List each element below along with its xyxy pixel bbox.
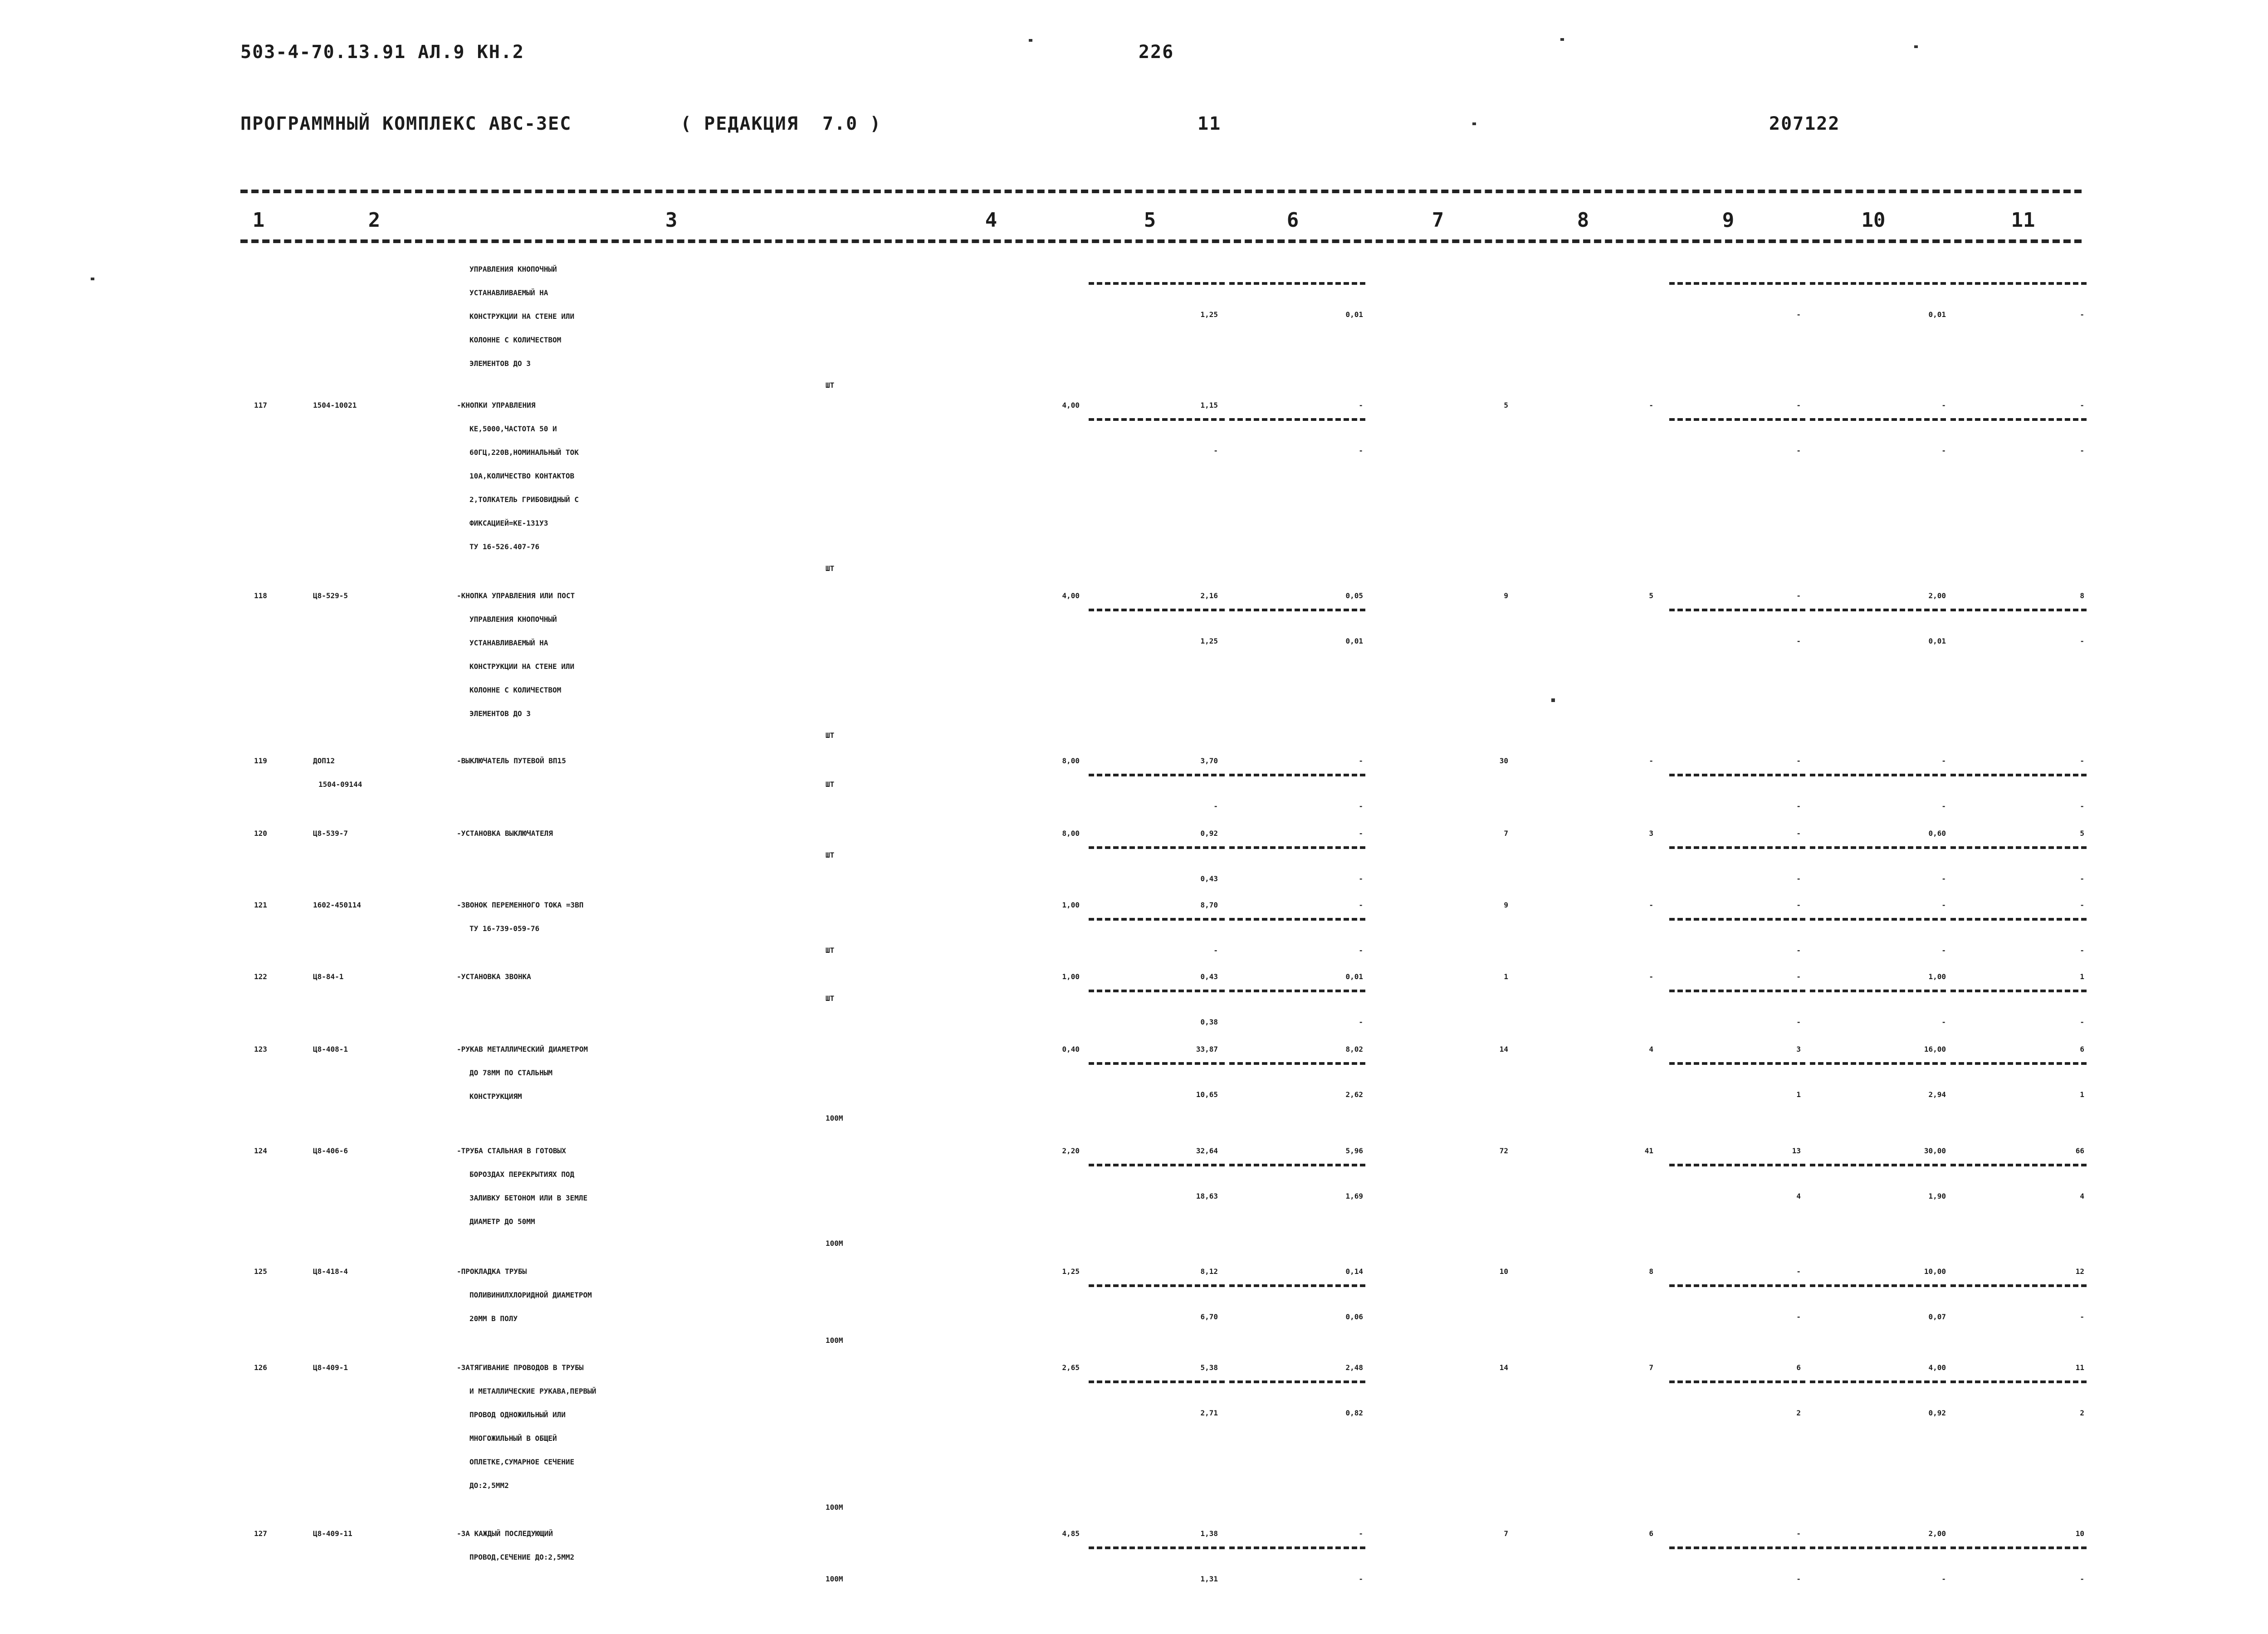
item-number: 126 — [254, 1363, 267, 1372]
cell-separator — [1229, 990, 1365, 992]
cell-c6-bottom: 1,69 — [1345, 1192, 1363, 1200]
cell-c5-bottom: - — [1213, 802, 1218, 810]
cell-c9-top: 3 — [1796, 1045, 1801, 1054]
cell-col8: 8 — [1649, 1267, 1653, 1276]
cell-separator — [1089, 1380, 1225, 1383]
item-description-line: УСТАНАВЛИВАЕМЫЙ НА — [469, 639, 548, 647]
item-description-line: КЕ,5000,ЧАСТОТА 50 И — [469, 424, 557, 433]
cell-c11-top: 5 — [2080, 829, 2084, 838]
cell-col8: - — [1649, 972, 1653, 981]
cell-col7: 5 — [1504, 401, 1508, 410]
cell-c6-top: - — [1359, 829, 1363, 838]
cell-c10-bottom: - — [1941, 874, 1946, 883]
cell-separator — [1089, 1284, 1225, 1287]
item-description-line: И МЕТАЛЛИЧЕСКИЕ РУКАВА,ПЕРВЫЙ — [469, 1387, 596, 1395]
item-code: Ц8-409-11 — [313, 1529, 352, 1538]
item-description-line: -КНОПКИ УПРАВЛЕНИЯ — [457, 401, 536, 410]
item-description-line: ТУ 16-526.407-76 — [469, 542, 540, 551]
item-number: 117 — [254, 401, 267, 410]
cell-col4: 4,00 — [1062, 591, 1080, 600]
cell-c5-bottom: 0,38 — [1200, 1018, 1218, 1026]
cell-c9-bottom: - — [1796, 874, 1801, 883]
item-description-line: ДО:2,5ММ2 — [469, 1481, 509, 1490]
item-description-line: КОЛОННЕ С КОЛИЧЕСТВОМ — [469, 686, 562, 694]
cell-separator — [1089, 990, 1225, 992]
cell-c5-top: 8,70 — [1200, 901, 1218, 909]
cell-c9-top: - — [1796, 756, 1801, 765]
item-code: Ц8-408-1 — [313, 1045, 348, 1054]
cell-c11-bottom: - — [2080, 446, 2084, 455]
cell-c6-top: 0,05 — [1345, 591, 1363, 600]
cell-separator — [1089, 1164, 1225, 1166]
cell-separator — [1810, 609, 1946, 611]
cell-col8: 3 — [1649, 829, 1653, 838]
cell-c11-top: 12 — [2075, 1267, 2084, 1276]
page-number: 226 — [1139, 42, 1174, 63]
item-code: 1602-450114 — [313, 901, 361, 909]
cell-separator — [1089, 846, 1225, 849]
item-description-line: 60ГЦ,220В,НОМИНАЛЬНЫЙ ТОК — [469, 448, 579, 457]
cell-c9-bottom: - — [1796, 446, 1801, 455]
cell-separator — [1229, 1062, 1365, 1065]
cell-c11-top: 1 — [2080, 972, 2084, 981]
cell-separator — [1669, 1062, 1805, 1065]
cell-col8: 7 — [1649, 1363, 1653, 1372]
cell-c5-top: 2,16 — [1200, 591, 1218, 600]
cell-c10-bottom: 0,07 — [1928, 1312, 1946, 1321]
item-number: 118 — [254, 591, 267, 600]
cell-c5-bottom: 1,31 — [1200, 1575, 1218, 1583]
cell-c11-bottom: - — [2080, 946, 2084, 955]
cell-c6-bottom: 0,01 — [1345, 310, 1363, 319]
cell-c11-top: - — [2080, 901, 2084, 909]
cell-col7: 7 — [1504, 1529, 1508, 1538]
cell-c5-top: 32,64 — [1196, 1146, 1218, 1155]
cell-c11-bottom: 1 — [2080, 1090, 2084, 1099]
cell-col8: 6 — [1649, 1529, 1653, 1538]
item-code: Ц8-418-4 — [313, 1267, 348, 1276]
cell-c9-bottom: 2 — [1796, 1409, 1801, 1417]
item-description-line: -ЗА КАЖДЫЙ ПОСЛЕДУЮЩИЙ — [457, 1529, 553, 1538]
item-unit: 100М — [826, 1239, 843, 1248]
cell-separator — [1669, 1164, 1805, 1166]
cell-c9-bottom: - — [1796, 310, 1801, 319]
item-description-line: -УСТАНОВКА ЗВОНКА — [457, 972, 531, 981]
cell-separator — [1669, 418, 1805, 421]
cell-c11-top: 10 — [2075, 1529, 2084, 1538]
item-unit: ШТ — [826, 564, 835, 573]
cell-c9-bottom: 4 — [1796, 1192, 1801, 1200]
cell-c10-top: 10,00 — [1924, 1267, 1946, 1276]
cell-c5-top: 8,12 — [1200, 1267, 1218, 1276]
cell-c6-top: 0,14 — [1345, 1267, 1363, 1276]
item-description-line: КОНСТРУКЦИИ НА СТЕНЕ ИЛИ — [469, 312, 575, 321]
cell-c11-bottom: 4 — [2080, 1192, 2084, 1200]
cell-separator — [1229, 609, 1365, 611]
cell-separator — [1950, 1164, 2087, 1166]
cell-separator — [1229, 918, 1365, 921]
cell-c9-bottom: 1 — [1796, 1090, 1801, 1099]
cell-c11-bottom: 2 — [2080, 1409, 2084, 1417]
cell-c5-bottom: 2,71 — [1200, 1409, 1218, 1417]
item-description-line: -ЗВОНОК ПЕРЕМЕННОГО ТОКА =ЗВП — [457, 901, 584, 909]
cell-col4: 2,65 — [1062, 1363, 1080, 1372]
item-number: 127 — [254, 1529, 267, 1538]
item-description-line: КОЛОННЕ С КОЛИЧЕСТВОМ — [469, 336, 562, 344]
cell-col4: 2,20 — [1062, 1146, 1080, 1155]
cell-c9-top: 6 — [1796, 1363, 1801, 1372]
cell-col7: 10 — [1499, 1267, 1508, 1276]
cell-c6-top: 8,02 — [1345, 1045, 1363, 1054]
item-description-line: УПРАВЛЕНИЯ КНОПОЧНЫЙ — [469, 615, 557, 624]
cell-c6-bottom: - — [1359, 802, 1363, 810]
cell-c9-bottom: - — [1796, 1312, 1801, 1321]
cell-c9-top: - — [1796, 1529, 1801, 1538]
scan-speck — [1551, 698, 1555, 702]
item-description-line: 10А,КОЛИЧЕСТВО КОНТАКТОВ — [469, 472, 575, 480]
cell-col8: - — [1649, 756, 1653, 765]
item-number: 123 — [254, 1045, 267, 1054]
item-description-line: ПОЛИВИНИЛХЛОРИДНОЙ ДИАМЕТРОМ — [469, 1291, 592, 1299]
cell-separator — [1229, 1380, 1365, 1383]
cell-c11-top: - — [2080, 401, 2084, 410]
item-description-line: 20ММ В ПОЛУ — [469, 1314, 518, 1323]
cell-c5-top: 0,43 — [1200, 972, 1218, 981]
cell-c10-top: 30,00 — [1924, 1146, 1946, 1155]
item-description-line: КОНСТРУКЦИИ НА СТЕНЕ ИЛИ — [469, 662, 575, 671]
cell-c5-top: 0,92 — [1200, 829, 1218, 838]
item-number: 124 — [254, 1146, 267, 1155]
cell-col8: - — [1649, 901, 1653, 909]
cell-separator — [1229, 846, 1365, 849]
cell-separator — [1810, 846, 1946, 849]
cell-separator — [1810, 1546, 1946, 1549]
cell-c6-bottom: - — [1359, 874, 1363, 883]
cell-separator — [1089, 418, 1225, 421]
item-code: Ц8-84-1 — [313, 972, 344, 981]
cell-separator — [1669, 774, 1805, 776]
cell-separator — [1669, 1380, 1805, 1383]
cell-c6-top: - — [1359, 901, 1363, 909]
item-description-line: ЗАЛИВКУ БЕТОНОМ ИЛИ В ЗЕМЛЕ — [469, 1194, 588, 1202]
cell-c11-top: 6 — [2080, 1045, 2084, 1054]
item-unit: ШТ — [826, 994, 835, 1003]
cell-separator — [1229, 1164, 1365, 1166]
item-description-line: -УСТАНОВКА ВЫКЛЮЧАТЕЛЯ — [457, 829, 553, 838]
cell-c6-top: - — [1359, 401, 1363, 410]
item-number: 119 — [254, 756, 267, 765]
document-code: 503-4-70.13.91 АЛ.9 КН.2 — [240, 42, 524, 63]
item-unit: 100М — [826, 1503, 843, 1512]
cell-col7: 1 — [1504, 972, 1508, 981]
cell-c6-bottom: - — [1359, 1575, 1363, 1583]
item-description-line: УПРАВЛЕНИЯ КНОПОЧНЫЙ — [469, 265, 557, 273]
cell-c10-bottom: 0,92 — [1928, 1409, 1946, 1417]
cell-separator — [1669, 846, 1805, 849]
cell-c10-top: - — [1941, 756, 1946, 765]
cell-c6-bottom: - — [1359, 1018, 1363, 1026]
cell-c9-bottom: - — [1796, 637, 1801, 645]
cell-c9-top: - — [1796, 829, 1801, 838]
item-description-line: БОРОЗДАХ ПЕРЕКРЫТИЯХ ПОД — [469, 1170, 575, 1179]
cell-c10-top: 1,00 — [1928, 972, 1946, 981]
cell-c10-bottom: 0,01 — [1928, 310, 1946, 319]
item-unit: ШТ — [826, 851, 835, 859]
cell-c5-top: 5,38 — [1200, 1363, 1218, 1372]
cell-c5-bottom: - — [1213, 446, 1218, 455]
cell-c10-top: 2,00 — [1928, 591, 1946, 600]
cell-col4: 0,40 — [1062, 1045, 1080, 1054]
item-description-line: ПРОВОД,СЕЧЕНИЕ ДО:2,5ММ2 — [469, 1553, 575, 1561]
program-name: ПРОГРАММНЫЙ КОМПЛЕКС АВС-3ЕС — [240, 113, 572, 134]
cell-c5-bottom: - — [1213, 946, 1218, 955]
cell-c11-bottom: - — [2080, 1312, 2084, 1321]
cell-separator — [1669, 1546, 1805, 1549]
item-description-line: ДО 78ММ ПО СТАЛЬНЫМ — [469, 1068, 553, 1077]
cell-c9-top: - — [1796, 401, 1801, 410]
item-description-line: ОПЛЕТКЕ,СУМАРНОЕ СЕЧЕНИЕ — [469, 1458, 575, 1466]
cell-c6-bottom: 2,62 — [1345, 1090, 1363, 1099]
cell-col8: 4 — [1649, 1045, 1653, 1054]
cell-c9-top: 13 — [1792, 1146, 1801, 1155]
cell-c10-bottom: - — [1941, 1575, 1946, 1583]
cell-c10-bottom: - — [1941, 802, 1946, 810]
cell-c10-bottom: 0,01 — [1928, 637, 1946, 645]
cell-c10-top: 16,00 — [1924, 1045, 1946, 1054]
item-description-line: КОНСТРУКЦИЯМ — [469, 1092, 522, 1101]
cell-col4: 8,00 — [1062, 829, 1080, 838]
cell-col7: 30 — [1499, 756, 1508, 765]
cell-c5-top: 33,87 — [1196, 1045, 1218, 1054]
item-number: 121 — [254, 901, 267, 909]
item-description-line: УСТАНАВЛИВАЕМЫЙ НА — [469, 288, 548, 297]
cell-c6-bottom: - — [1359, 946, 1363, 955]
cell-c6-bottom: 0,06 — [1345, 1312, 1363, 1321]
cell-c5-bottom: 10,65 — [1196, 1090, 1218, 1099]
cell-c11-top: - — [2080, 756, 2084, 765]
item-unit: 100М — [826, 1336, 843, 1345]
cell-separator — [1950, 846, 2087, 849]
cell-separator — [1089, 1546, 1225, 1549]
cell-separator — [1950, 918, 2087, 921]
cell-c10-bottom: 1,90 — [1928, 1192, 1946, 1200]
cell-c9-bottom: - — [1796, 1575, 1801, 1583]
cell-c11-top: 11 — [2075, 1363, 2084, 1372]
item-code: Ц8-409-1 — [313, 1363, 348, 1372]
cell-c5-bottom: 1,25 — [1200, 310, 1218, 319]
scan-speck — [91, 278, 94, 280]
cell-c10-bottom: - — [1941, 946, 1946, 955]
cell-separator — [1810, 418, 1946, 421]
item-description-line: -КНОПКА УПРАВЛЕНИЯ ИЛИ ПОСТ — [457, 591, 575, 600]
document-page: 503-4-70.13.91 АЛ.9 КН.2 226 ПРОГРАММНЫЙ КОМПЛЕКС АВС-3ЕС ( РЕДАКЦИЯ 7.0 ) 11 207122 1 2 3 4 5 6 7 8 9 10 11 УПРАВЛЕНИЯ КНОПОЧНЫЙ УСТАНАВЛИВАЕМЫЙ НА КОНСТРУКЦИИ НА СТЕНЕ ИЛИ КОЛОННЕ С КОЛИЧЕСТВОМ ЭЛЕМЕНТОВ ДО 3 ШТ 1,25 0,01 - 0,01 - 117 1504-10021 -КНОПКИ УПРАВЛЕНИЯ КЕ,5000,ЧАСТОТА 50 И 60ГЦ,220В,НОМИНАЛЬНЫЙ ТОК 10А,КОЛИЧЕСТВО КОНТАКТОВ 2,ТОЛКАТЕЛЬ ГРИБОВИДНЫЙ С ФИКСАЦИЕЙ=КЕ-131У3 ТУ 16-526.407-76 ШТ 4,00 1,15 - - - - - - - - - 5 - 118 Ц8-529-5 -КНОПКА УПРАВЛЕНИЯ ИЛИ ПОСТ УПРАВЛЕНИЯ КНОПОЧНЫЙ УСТАНАВЛИВАЕМЫЙ НА КОНСТРУКЦИИ НА СТЕНЕ ИЛИ КОЛОННЕ С КОЛИЧЕСТВОМ ЭЛЕМЕНТОВ ДО 3 ШТ 4,00 2,16 1,25 0,05 0,01 - - 2,00 0,01 8 - 9 5 119 ДОП12 1504-09144 -ВЫКЛЮЧАТЕЛЬ ПУТЕВОЙ ВП15 ШТ 8,00 3,70 - - - - - - - - - 30 - 120 Ц8-539-7 -УСТАНОВКА ВЫКЛЮЧАТЕЛЯ ШТ 8,00 0,92 0,43 - - - - 0,60 - 5 - 7 3 121 1602-450114 -ЗВОНОК ПЕРЕМЕННОГО ТОКА =ЗВП ТУ 16-739-059-76 ШТ 1,00 8,70 - - - - - - - - - 9 - 122 Ц8-84-1 -УСТАНОВКА ЗВОНКА ШТ 1,00 0,43 0,38 0,01 - - - 1,00 - 1 - 1 - 123 Ц8-408-1 -РУКАВ МЕТАЛЛИЧЕСКИЙ ДИАМЕТРОМ ДО 78ММ ПО СТАЛЬНЫМ КОНСТРУКЦИЯМ 100М 0,40 33,87 10,65 8,02 2,62 3 1 16,00 2,94 6 1 14 4 124 Ц8-406-6 -ТРУБА СТАЛЬНАЯ В ГОТОВЫХ БОРОЗДАХ ПЕРЕКРЫТИЯХ ПОД ЗАЛИВКУ БЕТОНОМ ИЛИ В ЗЕМЛЕ ДИАМЕТР ДО 50ММ 100М 2,20 32,64 18,63 5,96 1,69 13 4 30,00 1,90 66 4 72 41 125 Ц8-418-4 -ПРОКЛАДКА ТРУБЫ ПОЛИВИНИЛХЛОРИДНОЙ ДИАМЕТРОМ 20ММ В ПОЛУ 100М 1,25 8,12 6,70 0,14 0,06 - - 10,00 0,07 12 - 10 8 126 Ц8-409-1 -ЗАТЯГИВАНИЕ ПРОВОДОВ В ТРУБЫ И МЕТАЛЛИЧЕСКИЕ РУКАВА,ПЕРВЫЙ ПРОВОД ОДНОЖИЛЬНЫЙ ИЛИ МНОГОЖИЛЬНЫЙ В ОБЩЕЙ ОПЛЕТКЕ,СУМАРНОЕ СЕЧЕНИЕ ДО:2,5ММ2 100М 2,65 5,38 2,71 2,48 0,82 6 2 4,00 0,92 11 2 14 7 127 Ц8-409-11 -ЗА КАЖДЫЙ ПОСЛЕДУЮЩИЙ ПРОВОД,СЕЧЕНИЕ ДО:2,5ММ2 100М 4,85 1,38 1,31 - - - - 2,00 - 10 - 7 6 — [0, 0, 2268, 1634]
item-unit: ШТ — [826, 946, 835, 955]
cell-c5-bottom: 1,25 — [1200, 637, 1218, 645]
cell-col7: 72 — [1499, 1146, 1508, 1155]
cell-separator — [1810, 1284, 1946, 1287]
cell-separator — [1810, 918, 1946, 921]
cell-c5-bottom: 6,70 — [1200, 1312, 1218, 1321]
cell-c6-bottom: - — [1359, 446, 1363, 455]
cell-col8: 41 — [1644, 1146, 1653, 1155]
item-description-line: -РУКАВ МЕТАЛЛИЧЕСКИЙ ДИАМЕТРОМ — [457, 1045, 588, 1054]
cell-c6-top: - — [1359, 756, 1363, 765]
item-unit: 100М — [826, 1114, 843, 1122]
item-description-line: -ЗАТЯГИВАНИЕ ПРОВОДОВ В ТРУБЫ — [457, 1363, 584, 1372]
item-number: 120 — [254, 829, 267, 838]
item-code: Ц8-539-7 — [313, 829, 348, 838]
cell-c11-top: 66 — [2075, 1146, 2084, 1155]
cell-c11-bottom: - — [2080, 1575, 2084, 1583]
cell-separator — [1950, 1284, 2087, 1287]
sheet-number: 11 — [1198, 113, 1222, 134]
cell-separator — [1669, 1284, 1805, 1287]
cell-c6-top: 5,96 — [1345, 1146, 1363, 1155]
cell-c11-top: 8 — [2080, 591, 2084, 600]
cell-separator — [1810, 1062, 1946, 1065]
item-description-line: ЭЛЕМЕНТОВ ДО 3 — [469, 709, 531, 718]
cell-separator — [1950, 418, 2087, 421]
item-description-line: -ТРУБА СТАЛЬНАЯ В ГОТОВЫХ — [457, 1146, 566, 1155]
cell-separator — [1950, 609, 2087, 611]
cell-separator — [1669, 282, 1805, 285]
cell-c10-bottom: - — [1941, 446, 1946, 455]
scan-speck — [1914, 45, 1918, 48]
cell-separator — [1950, 1062, 2087, 1065]
cell-col4: 4,00 — [1062, 401, 1080, 410]
cell-separator — [1950, 990, 2087, 992]
cell-c11-bottom: - — [2080, 1018, 2084, 1026]
cell-c10-top: 0,60 — [1928, 829, 1946, 838]
cell-col8: - — [1649, 401, 1653, 410]
cell-c9-bottom: - — [1796, 1018, 1801, 1026]
cell-separator — [1810, 990, 1946, 992]
cell-c6-bottom: 0,01 — [1345, 637, 1363, 645]
item-code: 1504-10021 — [313, 401, 357, 410]
cell-c10-bottom: 2,94 — [1928, 1090, 1946, 1099]
cell-separator — [1669, 609, 1805, 611]
item-number: 122 — [254, 972, 267, 981]
item-description-line: -ПРОКЛАДКА ТРУБЫ — [457, 1267, 527, 1276]
scan-speck — [1029, 39, 1032, 42]
item-description-line: 2,ТОЛКАТЕЛЬ ГРИБОВИДНЫЙ С — [469, 495, 579, 504]
item-description-line: ФИКСАЦИЕЙ=КЕ-131У3 — [469, 519, 548, 527]
cell-c6-top: 0,01 — [1345, 972, 1363, 981]
cell-separator — [1669, 918, 1805, 921]
cell-c5-bottom: 18,63 — [1196, 1192, 1218, 1200]
item-code-secondary: 1504-09144 — [318, 780, 362, 789]
cell-separator — [1950, 1380, 2087, 1383]
item-unit: 100М — [826, 1575, 843, 1583]
cell-c9-top: - — [1796, 901, 1801, 909]
item-number: 125 — [254, 1267, 267, 1276]
cell-separator — [1669, 990, 1805, 992]
item-description-line: ДИАМЕТР ДО 50ММ — [469, 1217, 535, 1226]
cell-c6-top: 2,48 — [1345, 1363, 1363, 1372]
cell-separator — [1089, 1062, 1225, 1065]
cell-col8: 5 — [1649, 591, 1653, 600]
cell-separator — [1810, 282, 1946, 285]
item-code: Ц8-529-5 — [313, 591, 348, 600]
cell-c9-bottom: - — [1796, 946, 1801, 955]
cell-col4: 1,00 — [1062, 901, 1080, 909]
cell-separator — [1229, 1284, 1365, 1287]
cell-separator — [1229, 282, 1365, 285]
cell-separator — [1950, 282, 2087, 285]
cell-col4: 4,85 — [1062, 1529, 1080, 1538]
cell-c9-top: - — [1796, 972, 1801, 981]
cell-c5-top: 3,70 — [1200, 756, 1218, 765]
item-description-line: ТУ 16-739-059-76 — [469, 924, 540, 933]
cell-c11-bottom: - — [2080, 637, 2084, 645]
cell-c6-bottom: 0,82 — [1345, 1409, 1363, 1417]
cell-c9-top: - — [1796, 591, 1801, 600]
cell-col4: 1,00 — [1062, 972, 1080, 981]
cell-col7: 14 — [1499, 1363, 1508, 1372]
cell-col7: 9 — [1504, 901, 1508, 909]
cell-separator — [1089, 918, 1225, 921]
item-code: ДОП12 — [313, 756, 335, 765]
cell-col7: 9 — [1504, 591, 1508, 600]
cell-col4: 1,25 — [1062, 1267, 1080, 1276]
cell-separator — [1229, 418, 1365, 421]
cell-c10-top: - — [1941, 401, 1946, 410]
cell-c5-top: 1,15 — [1200, 401, 1218, 410]
item-unit: ШТ — [826, 381, 835, 390]
item-unit: ШТ — [826, 780, 835, 789]
item-description-line: -ВЫКЛЮЧАТЕЛЬ ПУТЕВОЙ ВП15 — [457, 756, 566, 765]
cell-c10-top: 2,00 — [1928, 1529, 1946, 1538]
cell-c10-top: - — [1941, 901, 1946, 909]
header-bottom-rule — [240, 239, 2082, 243]
scan-speck — [1472, 122, 1476, 125]
cell-separator — [1810, 774, 1946, 776]
document-id: 207122 — [1769, 113, 1840, 134]
cell-c5-bottom: 0,43 — [1200, 874, 1218, 883]
cell-separator — [1810, 1164, 1946, 1166]
cell-c10-top: 4,00 — [1928, 1363, 1946, 1372]
cell-separator — [1089, 774, 1225, 776]
cell-c11-bottom: - — [2080, 310, 2084, 319]
cell-col7: 7 — [1504, 829, 1508, 838]
cell-c5-top: 1,38 — [1200, 1529, 1218, 1538]
cell-separator — [1089, 282, 1225, 285]
cell-separator — [1950, 1546, 2087, 1549]
cell-c6-top: - — [1359, 1529, 1363, 1538]
cell-c11-bottom: - — [2080, 802, 2084, 810]
cell-separator — [1229, 1546, 1365, 1549]
scan-speck — [1560, 38, 1564, 41]
program-edition: ( РЕДАКЦИЯ 7.0 ) — [680, 113, 882, 134]
cell-col7: 14 — [1499, 1045, 1508, 1054]
cell-c11-bottom: - — [2080, 874, 2084, 883]
item-code: Ц8-406-6 — [313, 1146, 348, 1155]
cell-separator — [1089, 609, 1225, 611]
cell-separator — [1229, 774, 1365, 776]
item-description-line: МНОГОЖИЛЬНЫЙ В ОБЩЕЙ — [469, 1434, 557, 1443]
cell-c10-bottom: - — [1941, 1018, 1946, 1026]
cell-col4: 8,00 — [1062, 756, 1080, 765]
cell-separator — [1810, 1380, 1946, 1383]
item-description-line: ПРОВОД ОДНОЖИЛЬНЫЙ ИЛИ — [469, 1410, 566, 1419]
item-unit: ШТ — [826, 731, 835, 740]
cell-separator — [1950, 774, 2087, 776]
cell-c9-bottom: - — [1796, 802, 1801, 810]
header-top-rule — [240, 190, 2082, 193]
item-description-line: ЭЛЕМЕНТОВ ДО 3 — [469, 359, 531, 368]
cell-c9-top: - — [1796, 1267, 1801, 1276]
